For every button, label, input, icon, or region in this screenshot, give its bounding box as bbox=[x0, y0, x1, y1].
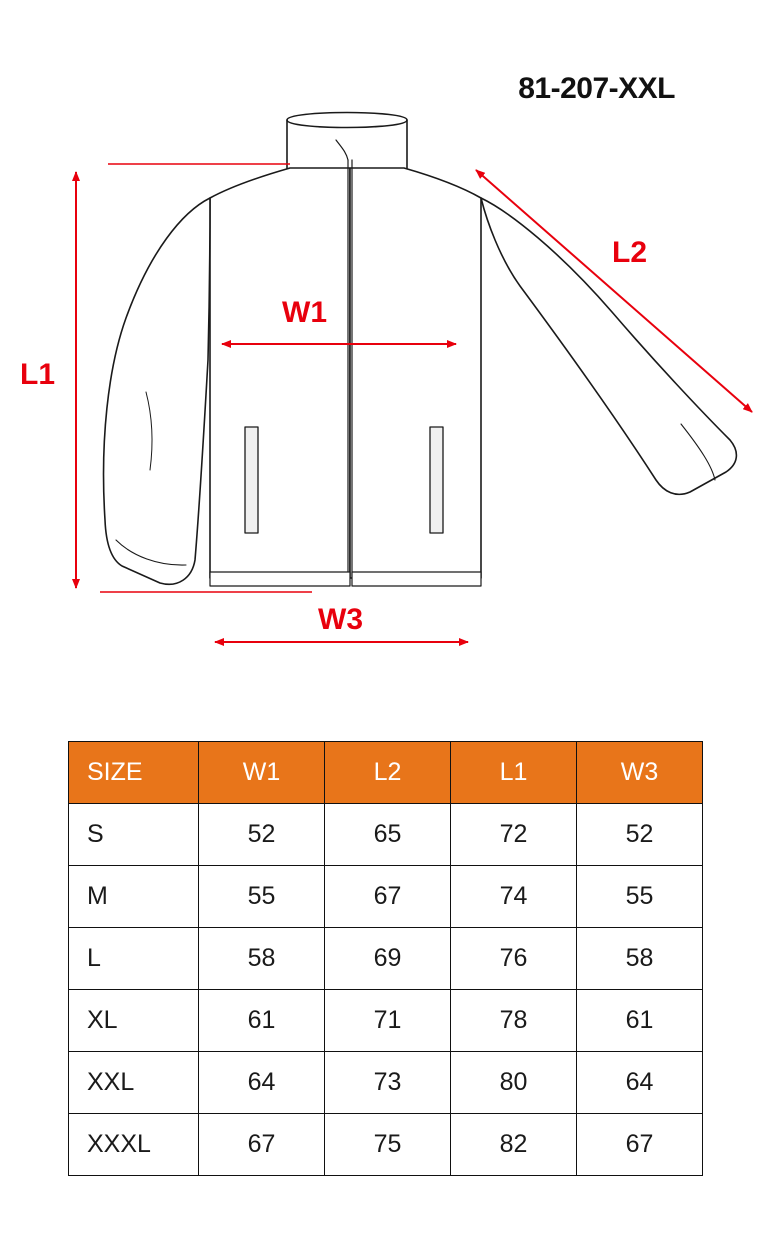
cell-w3: 55 bbox=[577, 866, 703, 928]
cell-l2: 73 bbox=[325, 1052, 451, 1114]
cell-w3: 64 bbox=[577, 1052, 703, 1114]
cell-l2: 65 bbox=[325, 804, 451, 866]
jacket-outline bbox=[104, 113, 737, 587]
dimension-label-L2: L2 bbox=[612, 236, 648, 269]
cell-l2: 67 bbox=[325, 866, 451, 928]
cell-l2: 75 bbox=[325, 1114, 451, 1176]
cell-l1: 72 bbox=[451, 804, 577, 866]
cell-l2: 71 bbox=[325, 990, 451, 1052]
cell-w1: 64 bbox=[199, 1052, 325, 1114]
column-header-size: SIZE bbox=[69, 742, 199, 804]
cell-w1: 58 bbox=[199, 928, 325, 990]
cell-w3: 52 bbox=[577, 804, 703, 866]
size-table-container bbox=[68, 741, 703, 1176]
cell-w1: 55 bbox=[199, 866, 325, 928]
table-row bbox=[69, 990, 703, 1052]
size-table bbox=[68, 741, 703, 1176]
table-row bbox=[69, 866, 703, 928]
cell-w1: 52 bbox=[199, 804, 325, 866]
cell-w1: 61 bbox=[199, 990, 325, 1052]
column-header-l2: L2 bbox=[325, 742, 451, 804]
cell-l1: 82 bbox=[451, 1114, 577, 1176]
cell-size: S bbox=[69, 804, 199, 866]
dimension-label-W1: W1 bbox=[282, 296, 327, 329]
size-table-header bbox=[69, 742, 703, 804]
table-row bbox=[69, 1114, 703, 1176]
cell-size: XXXL bbox=[69, 1114, 199, 1176]
cell-size: L bbox=[69, 928, 199, 990]
cell-size: XXL bbox=[69, 1052, 199, 1114]
cell-size: XL bbox=[69, 990, 199, 1052]
cell-l1: 78 bbox=[451, 990, 577, 1052]
cell-w1: 67 bbox=[199, 1114, 325, 1176]
column-header-w3: W3 bbox=[577, 742, 703, 804]
table-row bbox=[69, 804, 703, 866]
cell-size: M bbox=[69, 866, 199, 928]
cell-w3: 67 bbox=[577, 1114, 703, 1176]
table-row bbox=[69, 1052, 703, 1114]
table-header-row bbox=[69, 742, 703, 804]
cell-w3: 58 bbox=[577, 928, 703, 990]
cell-l1: 74 bbox=[451, 866, 577, 928]
product-code: 81-207-XXL bbox=[518, 72, 675, 105]
column-header-w1: W1 bbox=[199, 742, 325, 804]
cell-l2: 69 bbox=[325, 928, 451, 990]
cell-w3: 61 bbox=[577, 990, 703, 1052]
cell-l1: 76 bbox=[451, 928, 577, 990]
column-header-l1: L1 bbox=[451, 742, 577, 804]
table-row bbox=[69, 928, 703, 990]
dimension-label-W3: W3 bbox=[318, 603, 363, 636]
size-table-body bbox=[69, 804, 703, 1176]
cell-l1: 80 bbox=[451, 1052, 577, 1114]
dimension-label-L1: L1 bbox=[20, 358, 56, 391]
